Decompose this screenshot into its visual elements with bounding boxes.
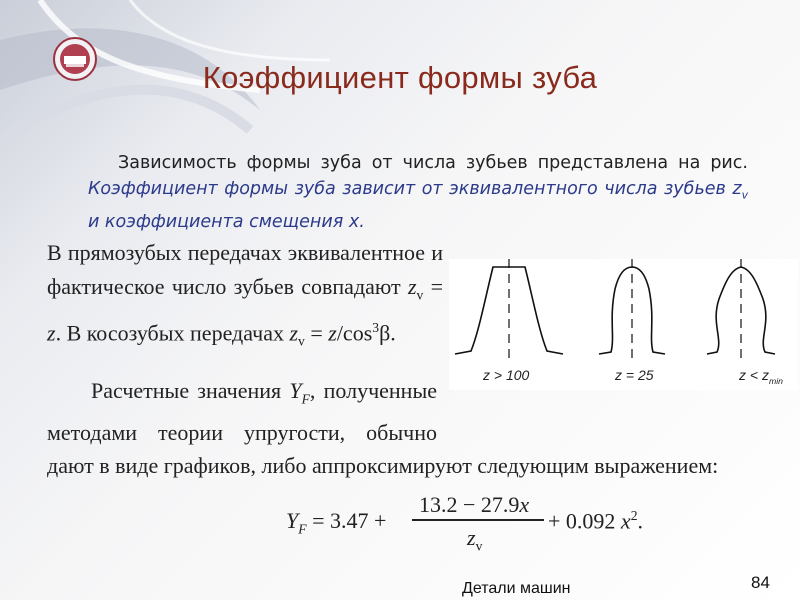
formula-rhs [548, 508, 643, 534]
figure-label-3-sub: min [768, 375, 783, 386]
intro-highlight-b: и коэффициента смещения x. [88, 211, 365, 232]
p1-z: z [47, 320, 56, 346]
formula-lhs-rest: = 3.47 + [306, 508, 387, 533]
p1-pow: 3 [372, 320, 380, 336]
intro-highlight [88, 179, 748, 232]
formula-rhs-text: + 0.092 [548, 508, 621, 534]
formula-y: Y [286, 508, 299, 533]
fraction-bar [412, 519, 544, 521]
p1-zv: z [407, 273, 417, 299]
paragraph-helical [47, 236, 443, 359]
footer-course-title: Детали машин [462, 580, 571, 597]
formula-denominator [467, 525, 482, 554]
formula-numerator-text: 13.2 − 27.9 [419, 492, 520, 517]
p1-z2: z [328, 320, 337, 346]
figure-label-3 [739, 367, 783, 386]
figure-label-2: z = 25 [615, 367, 654, 383]
p1-t2: = [423, 273, 443, 299]
formula-denominator-sub: v [475, 538, 483, 554]
p2-t2: , полученные методами теории упругости, обычно дают в виде графиков, либо аппроксимируют следующим выражением: [47, 378, 719, 479]
body-left-column [47, 236, 443, 359]
p1-t4: = [304, 320, 329, 346]
p1-t3: . В косозубых передачах [55, 320, 290, 346]
formula-rhs-end: . [637, 508, 643, 534]
slide-title: Коэффициент формы зуба [202, 60, 598, 95]
page-number: 84 [751, 573, 770, 592]
formula-numerator-x: x [519, 492, 530, 517]
p2-y: Y [289, 378, 302, 403]
formula-numerator [419, 492, 529, 518]
formula-rhs-x: x [620, 508, 631, 534]
formula-lhs [286, 508, 386, 537]
formula-y-sub: F [298, 521, 307, 537]
intro-text [88, 150, 748, 235]
intro-highlight-a: Коэффициент формы зуба зависит от эквивалентного числа зубьев z [88, 179, 742, 199]
intro-highlight-sub: v [741, 188, 748, 202]
formula-denominator-z: z [467, 525, 476, 550]
p1-zv2-sub: v [298, 334, 305, 350]
p2-t1: Расчетные значения [91, 378, 290, 403]
p2-y-sub: F [301, 391, 310, 407]
formula-rhs-pow: 2 [630, 508, 638, 523]
p1-t5: /cos [336, 320, 373, 346]
p1-t1: В прямозубых передачах эквивалентное и фактическое число зубьев совпадают [47, 240, 443, 299]
figure-label-3-text: z < z [739, 367, 769, 383]
tooth-shape-figure [449, 259, 798, 390]
p1-zv2: z [289, 320, 299, 346]
p1-zv-sub: v [416, 286, 424, 302]
intro-plain: Зависимость формы зуба от числа зубьев представлена на рис. [118, 153, 748, 173]
figure-label-1: z > 100 [483, 367, 530, 383]
p1-t6: β. [379, 320, 396, 346]
yf-formula [286, 488, 686, 558]
paragraph-yf-start [47, 374, 767, 483]
